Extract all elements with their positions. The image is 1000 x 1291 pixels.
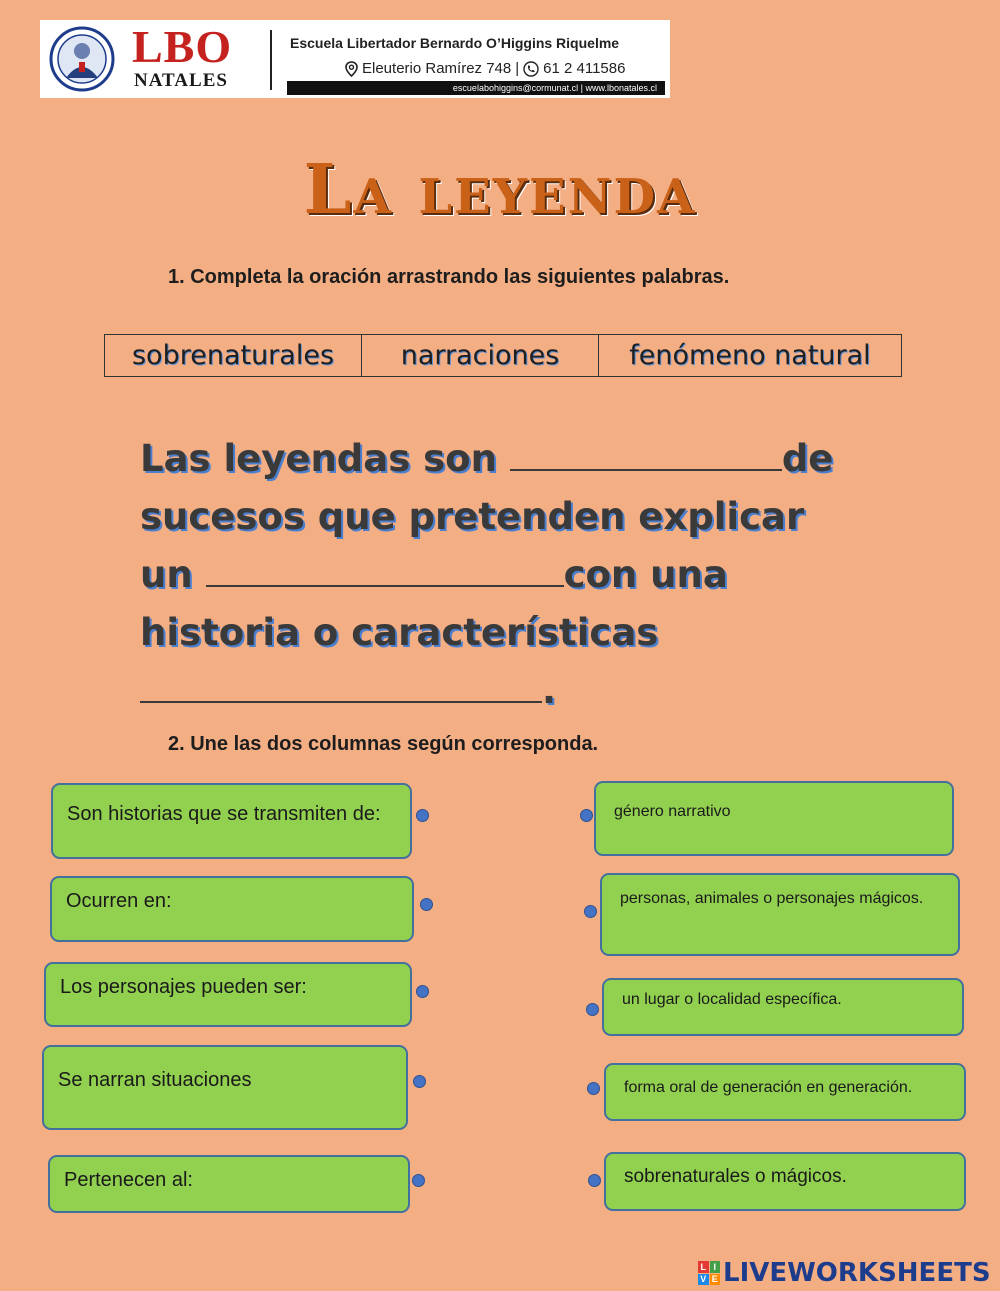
fill-in-sentence — [140, 430, 860, 720]
instruction-1: 1. Completa la oración arrastrando las siguientes palabras. — [168, 266, 730, 288]
left-item-label: Ocurren en: — [66, 890, 172, 912]
badge-letter: V — [698, 1274, 709, 1286]
instruction-2: 2. Une las dos columnas según corresponda. — [168, 733, 599, 755]
left-item-label: Pertenecen al: — [64, 1169, 193, 1191]
badge-letter: I — [710, 1261, 721, 1273]
left-connector-dot-4[interactable] — [413, 1075, 426, 1088]
right-item-label: forma oral de generación en generación. — [624, 1079, 913, 1096]
logo-lbo: LBO — [132, 21, 233, 72]
left-connector-dot-1[interactable] — [416, 809, 429, 822]
word-sobrenaturales[interactable]: sobrenaturales — [105, 335, 362, 376]
school-phone: 61 2 411586 — [543, 60, 626, 77]
right-item-label: personas, animales o personajes mágicos. — [620, 890, 924, 907]
liveworksheets-logo — [698, 1258, 991, 1288]
right-connector-dot-3[interactable] — [586, 1003, 599, 1016]
banner-divider — [270, 30, 272, 90]
left-item-1 — [51, 783, 412, 859]
right-item-label: sobrenaturales o mágicos. — [624, 1166, 847, 1187]
right-connector-dot-5[interactable] — [588, 1174, 601, 1187]
school-address: Eleuterio Ramírez 748 — [362, 60, 512, 77]
left-item-label: Se narran situaciones — [58, 1069, 252, 1091]
right-connector-dot-2[interactable] — [584, 905, 597, 918]
left-connector-dot-5[interactable] — [412, 1174, 425, 1187]
address-row — [345, 60, 625, 77]
right-item-1 — [594, 781, 954, 856]
left-item-label: Los personajes pueden ser: — [60, 976, 307, 998]
school-banner — [40, 20, 670, 98]
right-item-label: un lugar o localidad específica. — [622, 991, 842, 1008]
sentence-part-2: de sucesos que pretenden explicar un — [140, 437, 834, 596]
phone-icon — [523, 61, 539, 77]
sentence-part-3: con una historia o características — [140, 553, 728, 654]
blank-drop-3[interactable] — [140, 665, 542, 703]
contact-bar: escuelabohiggins@cormunat.cl | www.lbonatales.cl — [287, 81, 665, 95]
location-pin-icon — [345, 61, 358, 77]
right-item-5 — [604, 1152, 966, 1211]
liveworksheets-badge-icon — [698, 1261, 720, 1285]
right-connector-dot-4[interactable] — [587, 1082, 600, 1095]
word-narraciones[interactable]: narraciones — [362, 335, 599, 376]
word-bank — [104, 334, 902, 377]
word-fenomeno-natural[interactable]: fenómeno natural — [629, 340, 871, 371]
badge-letter: L — [698, 1261, 709, 1273]
school-name: Escuela Libertador Bernardo O’Higgins Riquelme — [290, 35, 620, 51]
logo-natales: NATALES — [134, 70, 228, 91]
left-item-5 — [48, 1155, 410, 1213]
left-item-4 — [42, 1045, 408, 1130]
school-seal-icon — [48, 26, 116, 92]
left-connector-dot-2[interactable] — [420, 898, 433, 911]
left-item-label: Son historias que se transmiten de: — [67, 803, 381, 825]
sentence-part-1: Las leyendas son — [140, 437, 510, 480]
badge-letter: E — [710, 1274, 721, 1286]
right-item-4 — [604, 1063, 966, 1121]
right-item-2 — [600, 873, 960, 956]
left-item-2 — [50, 876, 414, 942]
left-item-3 — [44, 962, 412, 1027]
sentence-part-4: . — [542, 669, 557, 712]
right-item-3 — [602, 978, 964, 1036]
page-title: La leyenda — [303, 150, 697, 230]
left-connector-dot-3[interactable] — [416, 985, 429, 998]
blank-drop-1[interactable] — [510, 433, 782, 471]
right-connector-dot-1[interactable] — [580, 809, 593, 822]
liveworksheets-brand: LIVEWORKSHEETS — [723, 1258, 991, 1288]
right-item-label: género narrativo — [614, 803, 731, 820]
blank-drop-2[interactable] — [206, 549, 564, 587]
address-separator: | — [515, 60, 520, 77]
